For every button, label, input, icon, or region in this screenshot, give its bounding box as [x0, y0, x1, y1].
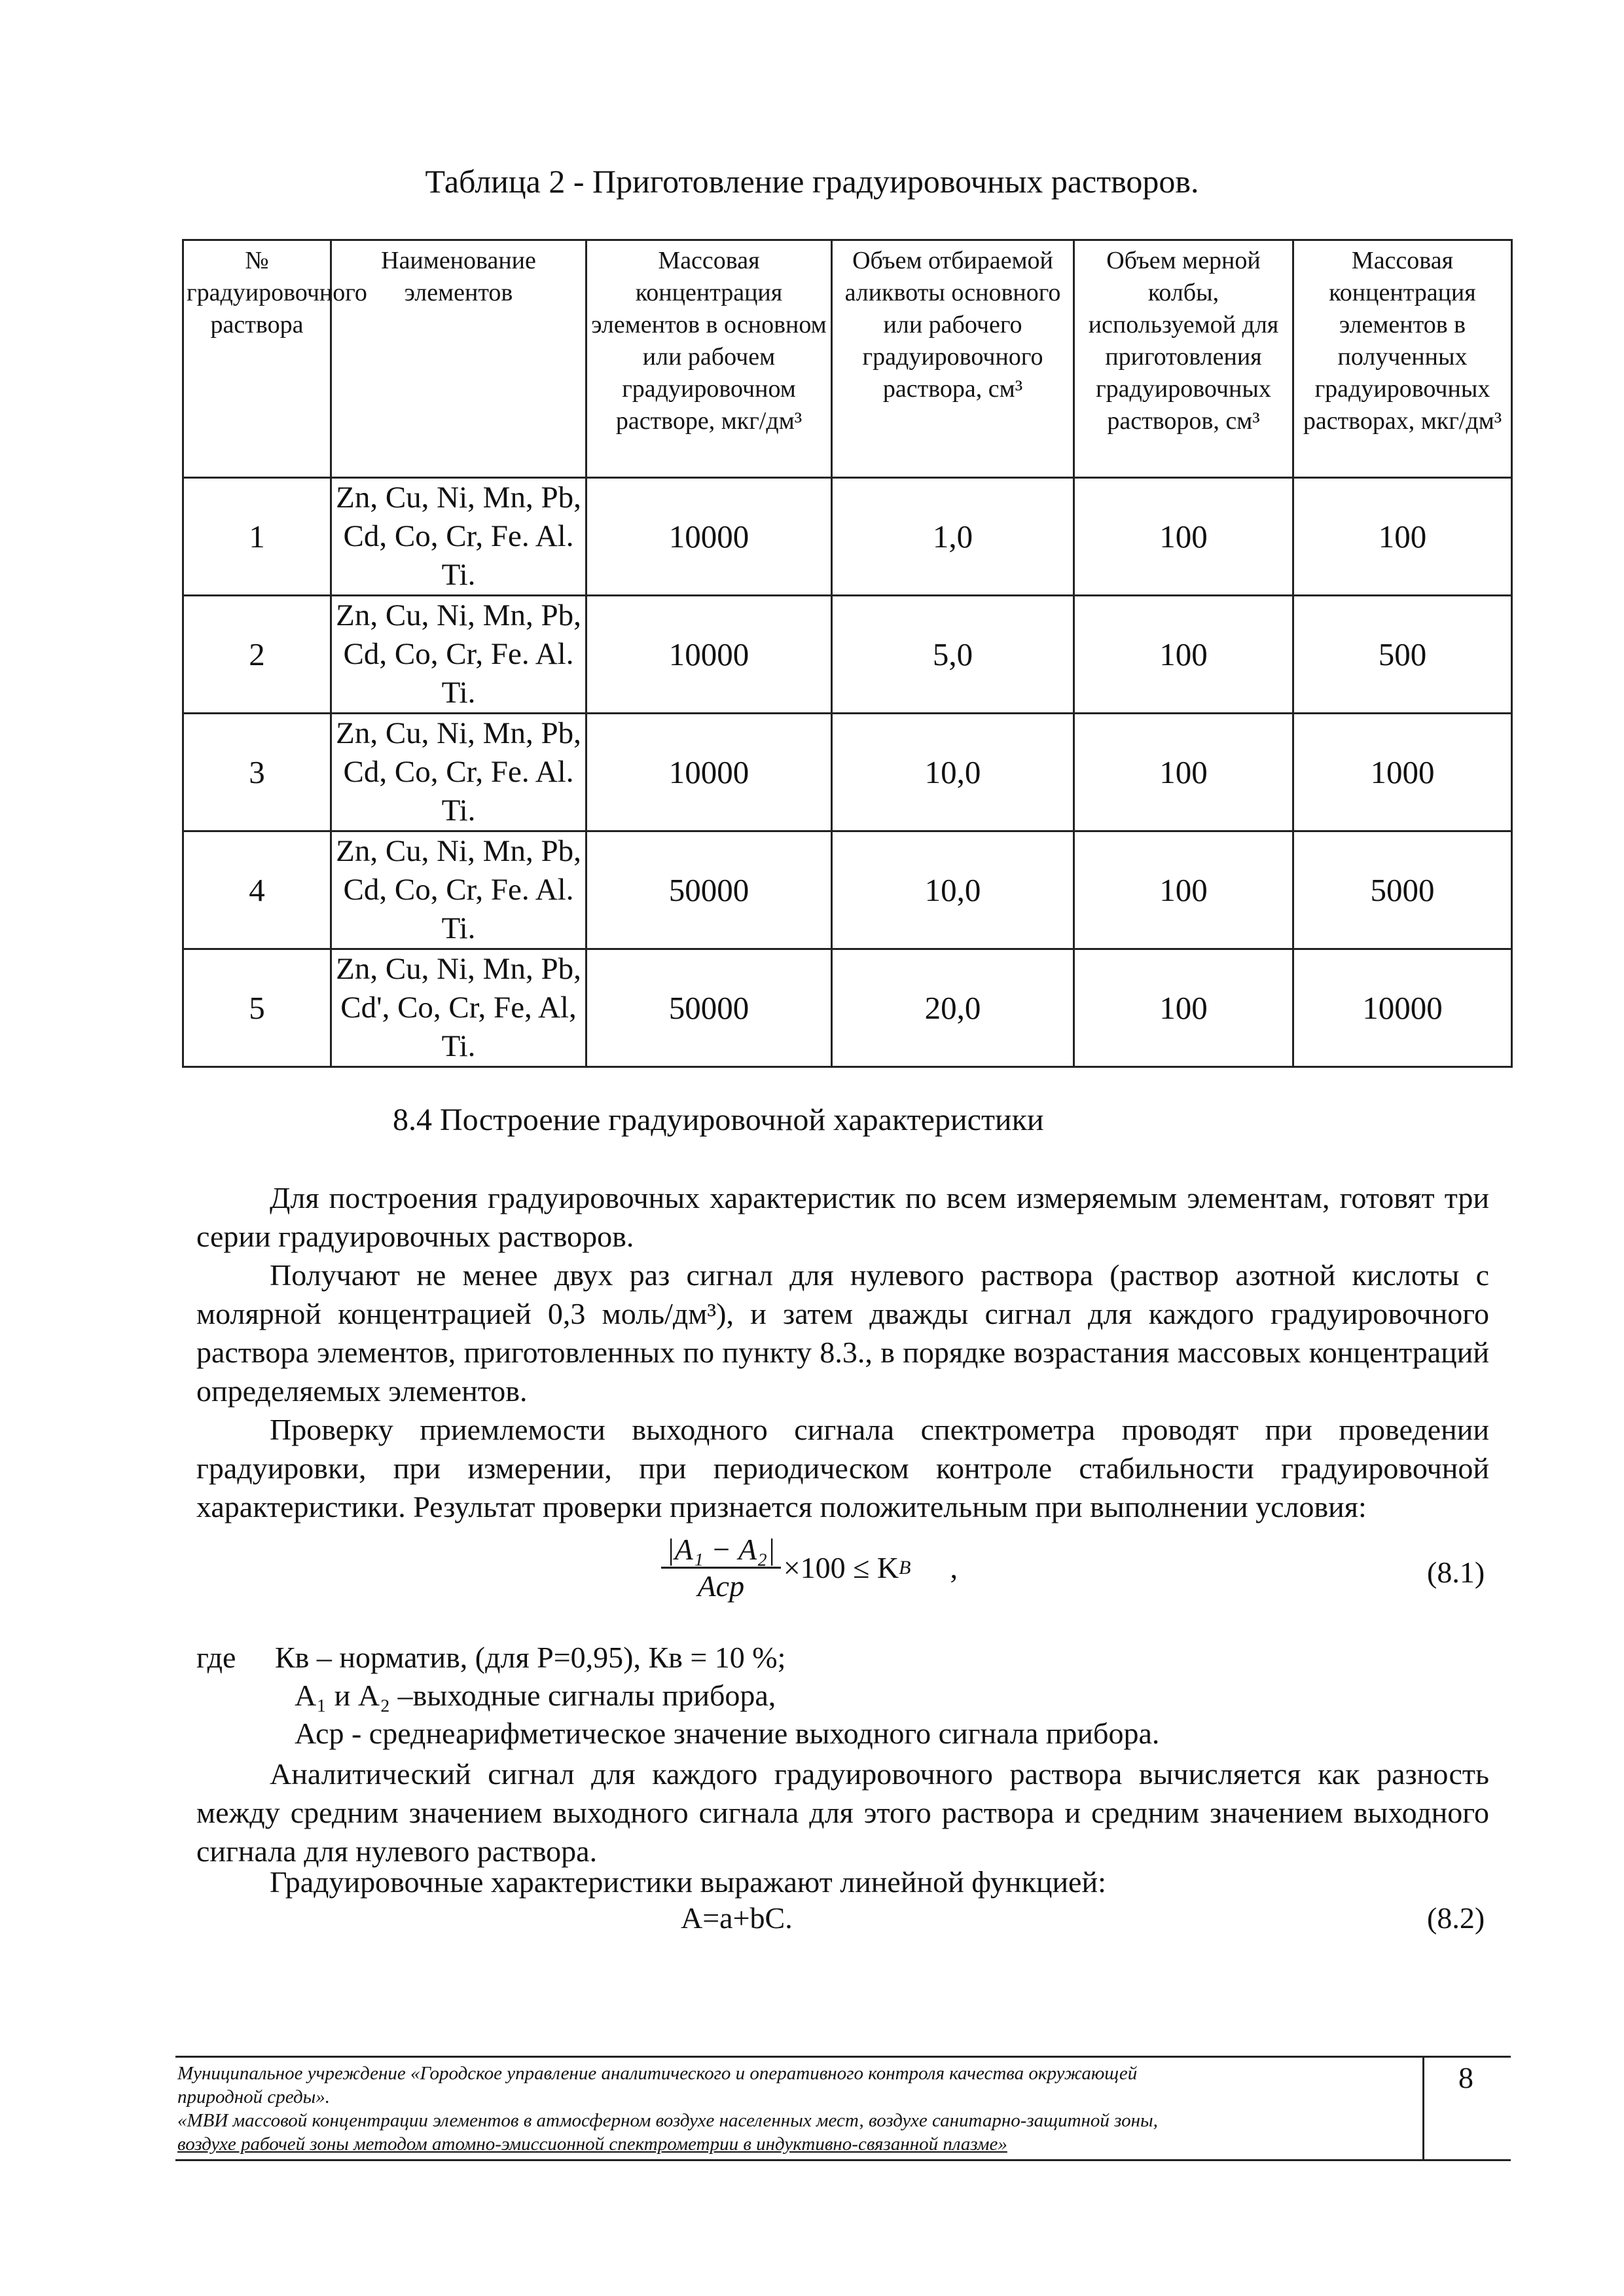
formula-8-2-number: (8.2) [1427, 1901, 1485, 1935]
cell-result-concentration: 10000 [1293, 949, 1512, 1067]
where-line-acp: Аср - среднеарифметическое значение выходного сигнала прибора. [295, 1717, 1160, 1750]
formula-comma: , [950, 1551, 958, 1584]
table-caption: Таблица 2 - Приготовление градуировочных растворов. [425, 163, 1199, 200]
cell-solution-number: 3 [183, 714, 331, 831]
paragraph-series: Для построения градуировочных характеристик по всем измеряемым элементам, готовят три серии градуировочных растворов. [196, 1181, 1489, 1253]
footer-method-line: «МВИ массовой концентрации элементов в атмосферном воздухе населенных мест, воздухе санитарно-защитной зоны, [177, 2110, 1158, 2131]
cell-solution-number: 4 [183, 831, 331, 949]
formula-8-1 [661, 1532, 958, 1603]
formula-numerator: |A₁ − A₂| [661, 1532, 781, 1569]
table-row [183, 596, 1512, 714]
cell-result-concentration: 500 [1293, 596, 1512, 714]
cell-elements: Zn, Cu, Ni, Mn, Pb, Cd, Co, Cr, Fe. Al. Ti. [331, 596, 586, 714]
paragraph-acceptability-check: Проверку приемлемости выходного сигнала спектрометра проводят при проведении градуировки, при измерении, при периодическом контроле стабильности градуировочной характеристики. Результат проверки признается положительным при выполнении условия: [196, 1413, 1489, 1523]
cell-result-concentration: 1000 [1293, 714, 1512, 831]
where-label: где [196, 1641, 236, 1674]
formula-inequality: ×100 ≤ K [783, 1551, 899, 1584]
section-title: 8.4 Построение градуировочной характеристики [393, 1102, 1044, 1137]
table-row [183, 949, 1512, 1067]
calibration-solutions-table [182, 239, 1513, 1068]
header-solution-number: № градуировочного раствора [183, 240, 331, 478]
header-aliquot-volume: Объем отбираемой аликвоты основного или рабочего градуировочного раствора, см³ [832, 240, 1074, 478]
table-row [183, 714, 1512, 831]
where-line-kv: Кв – норматив, (для Р=0,95), Кв = 10 %; [275, 1641, 786, 1674]
formula-denominator: Aср [697, 1569, 745, 1603]
footer-text [177, 2062, 1421, 2156]
formula-subscript: B [899, 1556, 911, 1578]
header-element-names: Наименование элементов [331, 240, 586, 478]
cell-aliquot-volume: 1,0 [832, 478, 1074, 596]
cell-aliquot-volume: 10,0 [832, 831, 1074, 949]
table-header-row [183, 240, 1512, 478]
cell-flask-volume: 100 [1074, 831, 1293, 949]
formula-8-2: A=a+bC. [681, 1901, 793, 1935]
paragraph-signal-measurement: Получают не менее двух раз сигнал для нулевого раствора (раствор азотной кислоты с молярной концентрацией 0,3 моль/дм³), и затем дважды сигнал для каждого градуировочного раствора элементов, приготовленных по пункту 8.3., в порядке возрастания массовых концентраций определяемых элементов. [196, 1258, 1489, 1408]
cell-elements: Zn, Cu, Ni, Mn, Pb, Cd, Co, Cr, Fe. Al. Ti. [331, 831, 586, 949]
cell-result-concentration: 5000 [1293, 831, 1512, 949]
cell-solution-number: 2 [183, 596, 331, 714]
cell-flask-volume: 100 [1074, 714, 1293, 831]
footer-method-line-2: воздухе рабочей зоны методом атомно-эмиссионной спектрометрии в индуктивно-связанной плазме» [177, 2134, 1007, 2155]
cell-elements: Zn, Cu, Ni, Mn, Pb, Cd, Co, Cr, Fe. Al. Ti. [331, 714, 586, 831]
cell-aliquot-volume: 20,0 [832, 949, 1074, 1067]
where-line-a1-a2: А₁ и А₂ –выходные сигналы прибора, [295, 1679, 776, 1712]
cell-aliquot-volume: 10,0 [832, 714, 1074, 831]
cell-solution-number: 1 [183, 478, 331, 596]
formula-8-1-number: (8.1) [1427, 1556, 1485, 1589]
header-result-concentration: Массовая концентрация элементов в полученных градуировочных растворах, мкг/дм³ [1293, 240, 1512, 478]
footer-organization-line-2: природной среды». [177, 2086, 331, 2107]
cell-flask-volume: 100 [1074, 596, 1293, 714]
table-row [183, 831, 1512, 949]
table-row [183, 478, 1512, 596]
cell-result-concentration: 100 [1293, 478, 1512, 596]
cell-flask-volume: 100 [1074, 949, 1293, 1067]
header-stock-concentration: Массовая концентрация элементов в основном или рабочем градуировочном растворе, мкг/дм³ [586, 240, 832, 478]
cell-aliquot-volume: 5,0 [832, 596, 1074, 714]
paragraph-analytical-signal: Аналитический сигнал для каждого градуировочного раствора вычисляется как разность между средним значением выходного сигнала для этого раствора и средним значением выходного сигнала для нулевого раствора. [196, 1757, 1489, 1868]
cell-stock-concentration: 50000 [586, 831, 832, 949]
cell-stock-concentration: 10000 [586, 478, 832, 596]
cell-solution-number: 5 [183, 949, 331, 1067]
page-footer [175, 2056, 1511, 2161]
cell-stock-concentration: 10000 [586, 714, 832, 831]
cell-flask-volume: 100 [1074, 478, 1293, 596]
footer-organization-line: Муниципальное учреждение «Городское управление аналитического и оперативного контроля качества окружающей [177, 2063, 1138, 2084]
header-flask-volume: Объем мерной колбы, используемой для приготовления градуировочных растворов, см³ [1074, 240, 1293, 478]
cell-stock-concentration: 50000 [586, 949, 832, 1067]
cell-stock-concentration: 10000 [586, 596, 832, 714]
cell-elements: Zn, Cu, Ni, Mn, Pb, Cd', Co, Cr, Fe, Al, Ti. [331, 949, 586, 1067]
paragraph-linear-function: Градуировочные характеристики выражают линейной функцией: [270, 1865, 1106, 1899]
cell-elements: Zn, Cu, Ni, Mn, Pb, Cd, Co, Cr, Fe. Al. Ti. [331, 478, 586, 596]
page-number: 8 [1458, 2061, 1473, 2094]
footer-divider [1422, 2058, 1424, 2159]
